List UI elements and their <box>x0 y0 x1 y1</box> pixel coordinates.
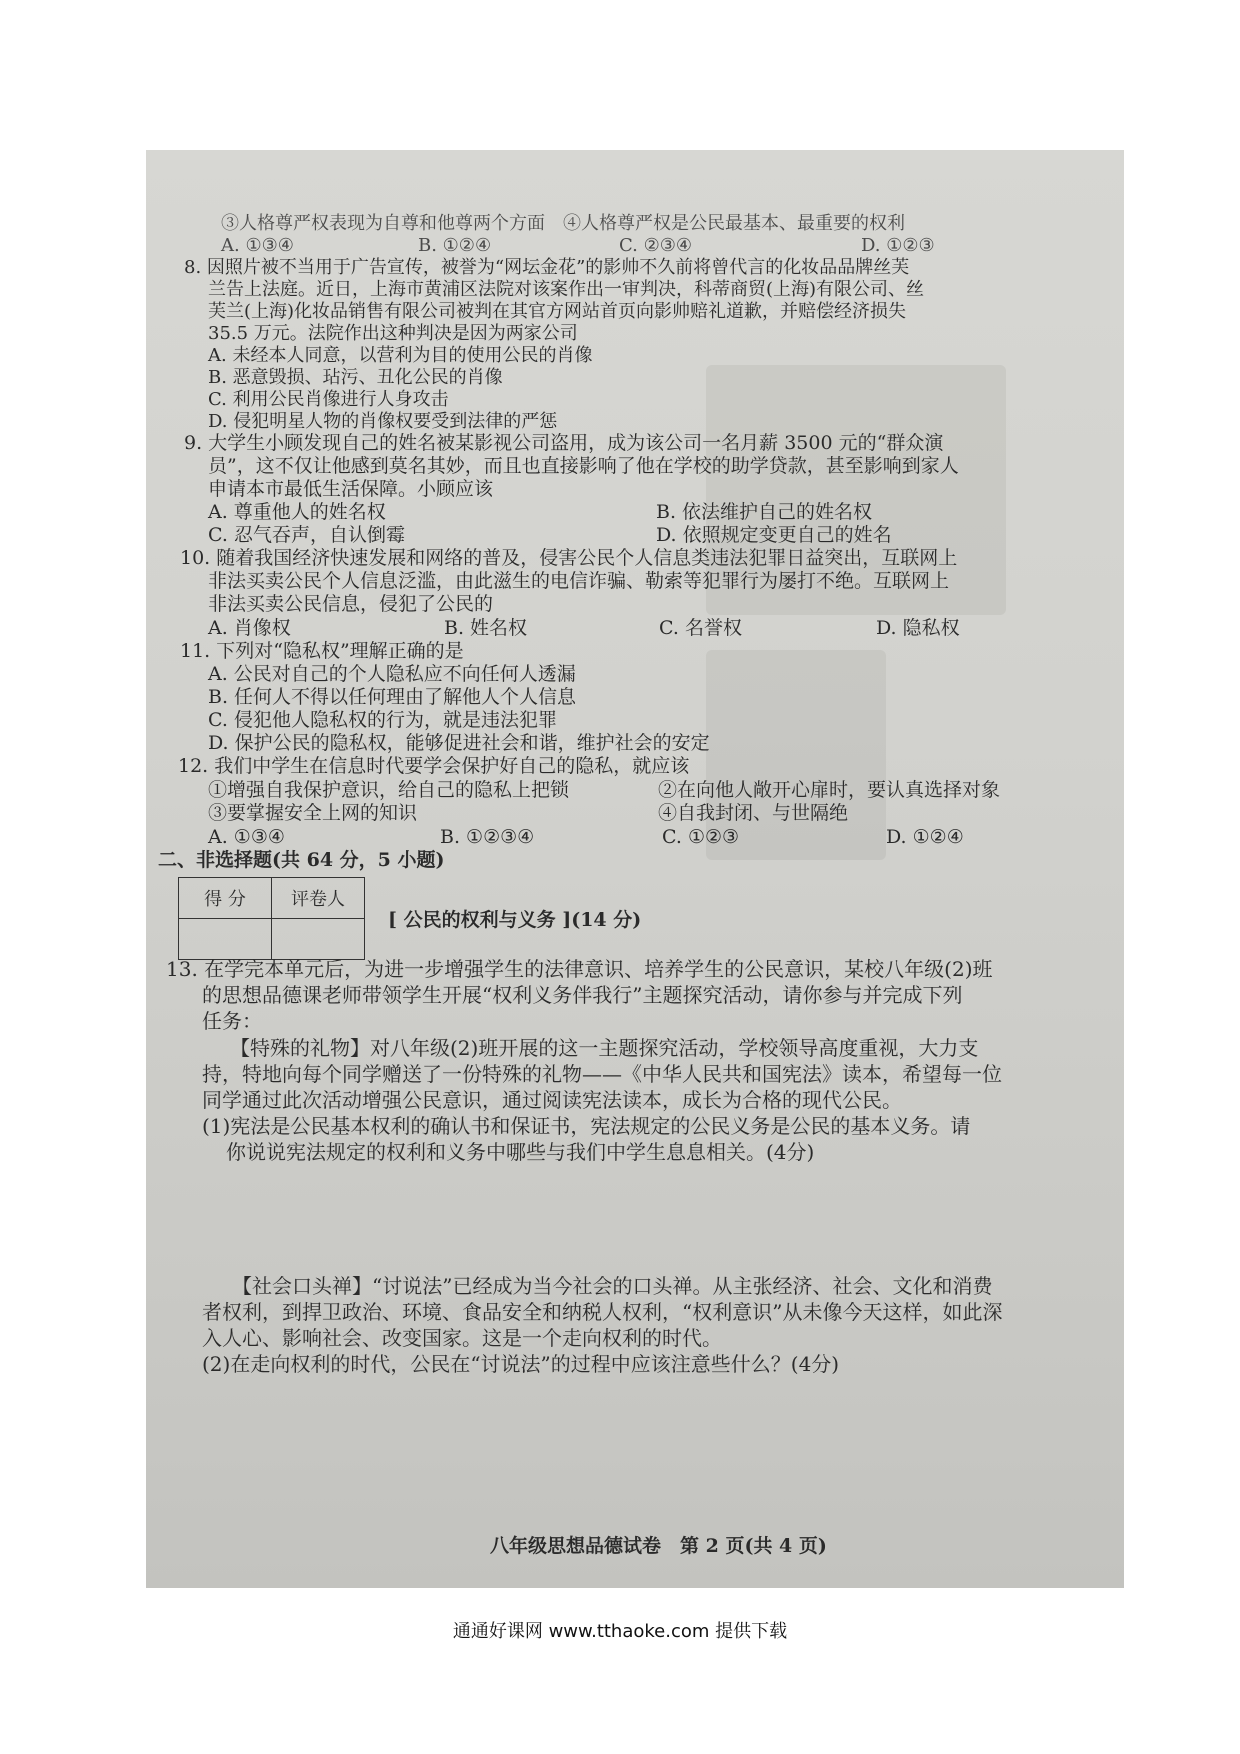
grader-header: 评卷人 <box>272 878 365 919</box>
line: 入人心、影响社会、改变国家。这是一个走向权利的时代。 <box>202 1326 722 1350</box>
q9-option-b: B. 依法维护自己的姓名权 <box>656 501 873 523</box>
q12-option-a: A. ①③④ <box>208 826 285 848</box>
unit-title: [ 公民的权利与义务 ](14 分) <box>388 909 642 931</box>
score-table <box>178 877 365 960</box>
q12-item-4: ④自我封闭、与世隔绝 <box>658 802 849 824</box>
score-cell <box>179 919 272 960</box>
page-footer: 八年级思想品德试卷 第 2 页(共 4 页) <box>490 1535 827 1557</box>
line: 者权利，到捍卫政治、环境、食品安全和纳税人权利，“权利意识”从未像今天这样，如此深 <box>202 1300 1003 1324</box>
line: 非法买卖公民信息，侵犯了公民的 <box>208 593 494 615</box>
q10-option-b: B. 姓名权 <box>444 617 528 639</box>
q12-option-c: C. ①②③ <box>662 826 740 848</box>
q9-option-a: A. 尊重他人的姓名权 <box>208 501 386 523</box>
line: 员”，这不仅让他感到莫名其妙，而且也直接影响了他在学校的助学贷款，甚至影响到家人 <box>208 455 959 477</box>
social-catchphrase-para: 【社会口头禅】“讨说法”已经成为当今社会的口头禅。从主张经济、社会、文化和消费 <box>232 1274 993 1298</box>
sub-question-2: (2)在走向权利的时代，公民在“讨说法”的过程中应该注意些什么？(4分) <box>202 1352 840 1376</box>
question-11: 11. 下列对“隐私权”理解正确的是 <box>180 640 464 662</box>
line: 申请本市最低生活保障。小顾应该 <box>208 478 494 500</box>
q10-option-a: A. 肖像权 <box>208 617 291 639</box>
q10-option-d: D. 隐私权 <box>876 617 960 639</box>
line: 同学通过此次活动增强公民意识，通过阅读宪法读本，成长为合格的现代公民。 <box>202 1088 902 1112</box>
line: 任务： <box>202 1009 262 1033</box>
question-10: 10. 随着我国经济快速发展和网络的普及，侵害公民个人信息类违法犯罪日益突出，互联网上 <box>180 547 958 569</box>
q7-option-c: C. ②③④ <box>619 235 692 256</box>
q8-option-b: B. 恶意毁损、玷污、丑化公民的肖像 <box>208 367 503 388</box>
line: ③人格尊严权表现为自尊和他尊两个方面 ④人格尊严权是公民最基本、最重要的权利 <box>221 213 905 234</box>
line: 芙兰(上海)化妆品销售有限公司被判在其官方网站首页向影帅赔礼道歉，并赔偿经济损失 <box>208 301 907 322</box>
q11-option-d: D. 保护公民的隐私权，能够促进社会和谐，维护社会的安定 <box>208 732 710 754</box>
q12-item-2: ②在向他人敞开心扉时，要认真选择对象 <box>658 779 1001 801</box>
line: 非法买卖公民个人信息泛滥，由此滋生的电信诈骗、勒索等犯罪行为屡打不绝。互联网上 <box>208 570 950 592</box>
q12-item-3: ③要掌握安全上网的知识 <box>208 802 418 824</box>
q10-option-c: C. 名誉权 <box>659 617 742 639</box>
question-9: 9. 大学生小顾发现自己的姓名被某影视公司盗用，成为该公司一名月薪 3500 元的“群众演 <box>184 432 944 454</box>
line: 持，特地向每个同学赠送了一份特殊的礼物——《中华人民共和国宪法》读本，希望每一位 <box>202 1062 1002 1086</box>
q11-option-a: A. 公民对自己的个人隐私应不向任何人透漏 <box>208 663 576 685</box>
q7-option-d: D. ①②③ <box>861 235 935 256</box>
exam-page-photo <box>146 150 1124 1588</box>
q8-option-c: C. 利用公民肖像进行人身攻击 <box>208 389 449 410</box>
watermark-text: 通通好课网 www.tthaoke.com 提供下载 <box>452 1621 788 1642</box>
q12-option-d: D. ①②④ <box>886 826 964 848</box>
q11-option-b: B. 任何人不得以任何理由了解他人个人信息 <box>208 686 577 708</box>
q8-option-a: A. 未经本人同意，以营利为目的使用公民的肖像 <box>208 345 593 366</box>
q7-option-a: A. ①③④ <box>221 235 294 256</box>
question-8: 8. 因照片被不当用于广告宣传，被誉为“网坛金花”的影帅不久前将曾代言的化妆品品牌丝芙 <box>184 257 910 278</box>
line: 35.5 万元。法院作出这种判决是因为两家公司 <box>208 323 578 344</box>
line: 的思想品德课老师带领学生开展“权利义务伴我行”主题探究活动，请你参与并完成下列 <box>202 983 963 1007</box>
sub-question-1: (1)宪法是公民基本权利的确认书和保证书，宪法规定的公民义务是公民的基本义务。请 <box>202 1114 971 1138</box>
q7-option-b: B. ①②④ <box>418 235 492 256</box>
q9-option-d: D. 依照规定变更自己的姓名 <box>656 524 892 546</box>
question-12: 12. 我们中学生在信息时代要学会保护好自己的隐私，就应该 <box>178 755 690 777</box>
grader-cell <box>272 919 365 960</box>
q12-option-b: B. ①②③④ <box>440 826 535 848</box>
q9-option-c: C. 忍气吞声，自认倒霉 <box>208 524 405 546</box>
q12-item-1: ①增强自我保护意识，给自己的隐私上把锁 <box>208 779 570 801</box>
line: 你说说宪法规定的权利和义务中哪些与我们中学生息息相关。(4分) <box>226 1140 815 1164</box>
question-13: 13. 在学完本单元后，为进一步增强学生的法律意识、培养学生的公民意识，某校八年级(2)班 <box>166 957 993 981</box>
q11-option-c: C. 侵犯他人隐私权的行为，就是违法犯罪 <box>208 709 557 731</box>
special-gift-para: 【特殊的礼物】对八年级(2)班开展的这一主题探究活动，学校领导高度重视，大力支 <box>230 1036 979 1060</box>
section-2-title: 二、非选择题(共 64 分，5 小题) <box>158 849 445 871</box>
score-header: 得 分 <box>179 878 272 919</box>
q8-option-d: D. 侵犯明星人物的肖像权要受到法律的严惩 <box>208 411 558 432</box>
line: 兰告上法庭。近日，上海市黄浦区法院对该案作出一审判决，科蒂商贸(上海)有限公司、丝 <box>208 279 925 300</box>
